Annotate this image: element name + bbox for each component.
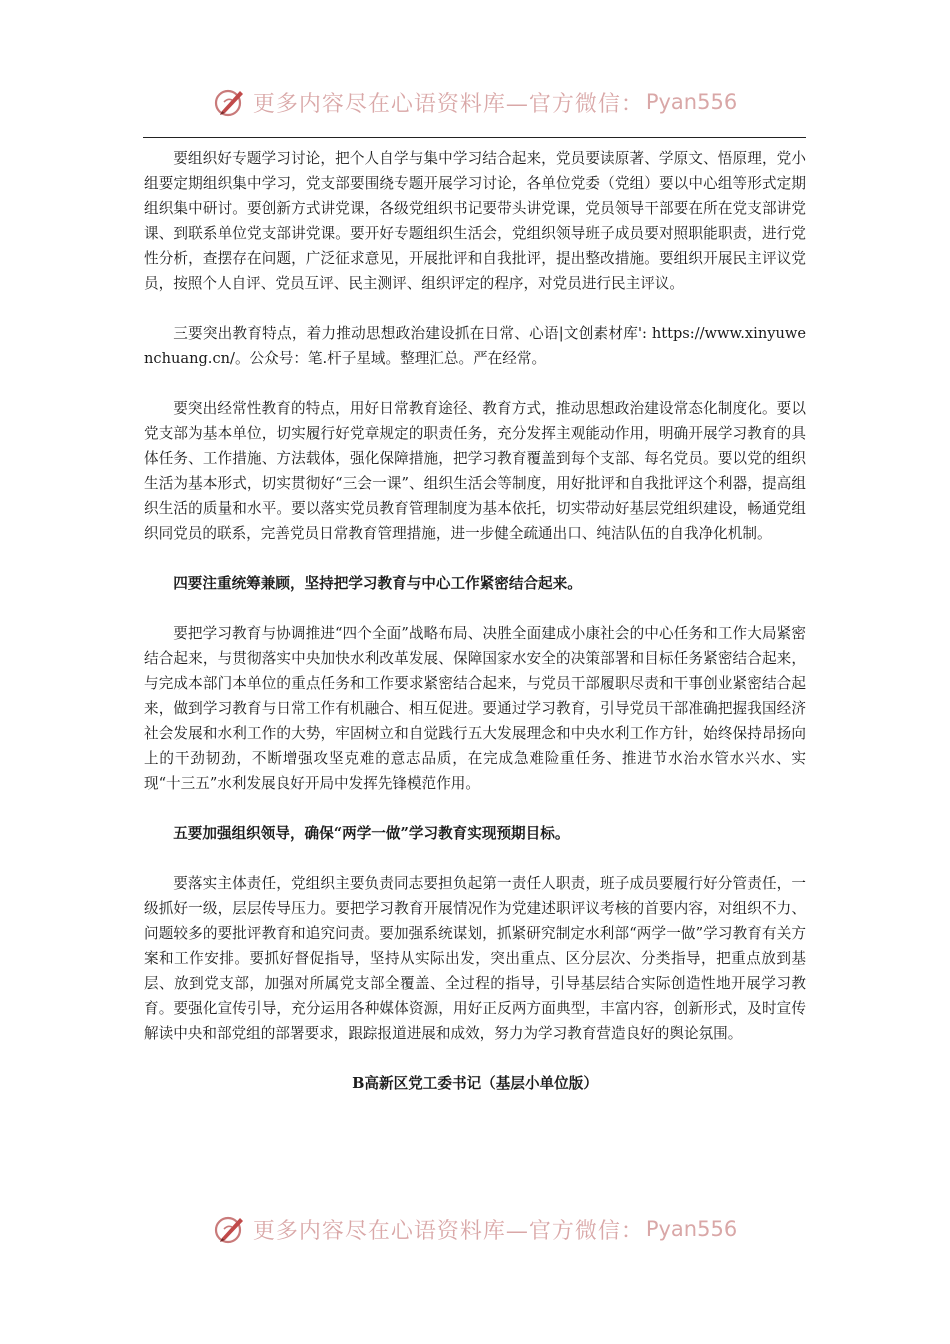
- heading-point-four: 四要注重统筹兼顾，坚持把学习教育与中心工作紧密结合起来。: [173, 575, 582, 592]
- banner-wechat-id: Pyan556: [645, 90, 738, 114]
- section-title: B高新区党工委书记（基层小单位版）: [352, 1075, 598, 1092]
- heading-point-five: 五要加强组织领导，确保“两学一做”学习教育实现预期目标。: [173, 825, 570, 842]
- paragraph-central-work: 要把学习教育与协调推进“四个全面”战略布局、决胜全面建成小康社会的中心任务和工作大局紧密结合起来，与贯彻落实中央加快水利改革发展、保障国家水安全的决策部署和目标任务紧密结合起来，与完成本部门本单位的重点任务和工作要求紧密结合起来，与党员干部履职尽责和干事创业紧密结合起来，做到学习教育与日常工作有机融合、相互促进。要通过学习教育，引导党员干部准确把握我国经济社会发展和水利工作的大势，牢固树立和自觉践行五大发展理念和中央水利工作方针，始终保持昂扬向上的干劲韧劲，不断增强攻坚克难的意志品质，在完成急难险重任务、推进节水治水管水兴水、实现“十三五”水利发展良好开局中发挥先锋模范作用。: [144, 625, 806, 792]
- document-body: [144, 146, 806, 1096]
- paragraph-regular-education: 要突出经常性教育的特点，用好日常教育途径、教育方式，推动思想政治建设常态化制度化。要以党支部为基本单位，切实履行好党章规定的职责任务，充分发挥主观能动作用，明确开展学习教育的具体任务、工作措施、方法载体，强化保障措施，把学习教育覆盖到每个支部、每名党员。要以党的组织生活为基本形式，切实贯彻好“三会一课”、组织生活会等制度，用好批评和自我批评这个利器，提高组织生活的质量和水平。要以落实党员教育管理制度为基本依托，切实带动好基层党组织建设，畅通党组织同党员的联系，完善党员日常教育管理措施，进一步健全疏通出口、纯洁队伍的自我净化机制。: [144, 400, 806, 542]
- footer-banner-wechat-id: Pyan556: [645, 1217, 738, 1241]
- footer-banner-text: 更多内容尽在心语资料库—官方微信：: [252, 1218, 644, 1244]
- pen-logo-icon: [213, 85, 247, 119]
- pen-logo-icon: [213, 1212, 247, 1246]
- paragraph-study-discussion: 要组织好专题学习讨论，把个人自学与集中学习结合起来，党员要读原著、学原文、悟原理，党小组要定期组织集中学习，党支部要围绕专题开展学习讨论，各单位党委（党组）要以中心组等形式定期组织集中研讨。要创新方式讲党课，各级党组织书记要带头讲党课，党员领导干部要在所在党支部讲党课、到联系单位党支部讲党课。要开好专题组织生活会，党组织领导班子成员要对照职能职责，进行党性分析，查摆存在问题，广泛征求意见，开展批评和自我批评，提出整改措施。要组织开展民主评议党员，按照个人自评、党员互评、民主测评、组织评定的程序，对党员进行民主评议。: [144, 150, 806, 292]
- header-rule: [143, 137, 806, 138]
- banner-text: 更多内容尽在心语资料库—官方微信：: [252, 91, 644, 117]
- footer-banner: [0, 1209, 950, 1249]
- header-banner: [0, 82, 950, 122]
- paragraph-organization-leadership: 要落实主体责任，党组织主要负责同志要担负起第一责任人职责，班子成员要履行好分管责任，一级抓好一级，层层传导压力。要把学习教育开展情况作为党建述职评议考核的首要内容，对组织不力、问题较多的要批评教育和追究问责。要加强系统谋划，抓紧研究制定水利部“两学一做”学习教育有关方案和工作安排。要抓好督促指导，坚持从实际出发，突出重点、区分层次、分类指导，把重点放到基层、放到党支部，加强对所属党支部全覆盖、全过程的指导，引导基层结合实际创造性地开展学习教育。要强化宣传引导，充分运用各种媒体资源，用好正反两方面典型，丰富内容，创新形式，及时宣传解读中央和部党组的部署要求，跟踪报道进展和成效，努力为学习教育营造良好的舆论氛围。: [144, 875, 806, 1042]
- paragraph-point-three: 三要突出教育特点，着力推动思想政治建设抓在日常、心语|文创素材库': https://www.xinyuwenchuang.cn/。公众号：笔.杆子星域。整理汇总。严在经常。: [144, 325, 806, 367]
